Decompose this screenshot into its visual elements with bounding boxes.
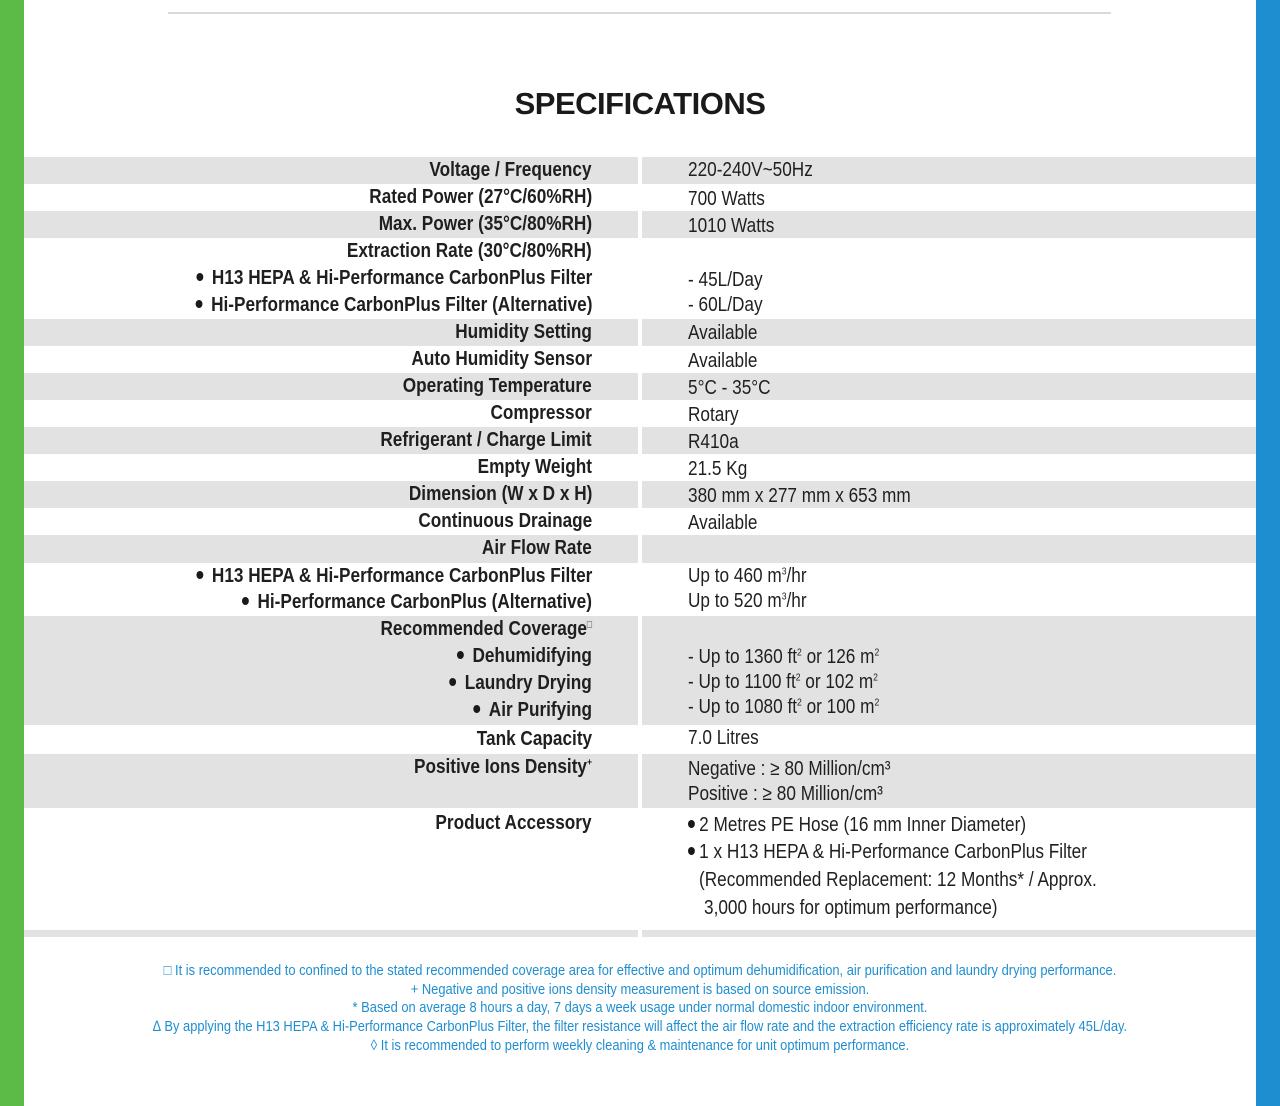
footnote: * Based on average 8 hours a day, 7 days a week usage under normal domestic indoor environment. [352, 999, 928, 1017]
spec-row-auto-humidity [24, 346, 1256, 373]
bullet-icon [242, 597, 249, 605]
spec-label: Extraction Rate (30°C/80%RH) [347, 240, 592, 262]
spec-label: Rated Power (27°C/60%RH) [369, 186, 592, 208]
spec-label: Air Flow Rate [482, 537, 592, 559]
spec-sublabel: Hi-Performance CarbonPlus (Alternative) [242, 589, 592, 616]
spec-label: Product Accessory [435, 812, 592, 834]
spec-label: Empty Weight [477, 456, 592, 478]
spec-sublabel: H13 HEPA & Hi-Performance CarbonPlus Filter [196, 563, 592, 590]
spec-row-compressor [24, 400, 1256, 427]
spec-value: Up to 520 $m^3/hr$ [688, 590, 807, 612]
footnotes [24, 962, 1256, 1056]
spec-row-air-flow-header [24, 535, 1256, 563]
spec-label: Voltage / Frequency [429, 159, 592, 181]
spec-sublabel: Laundry Drying [449, 670, 592, 697]
bullet-icon [688, 847, 695, 855]
spec-value: (Recommended Replacement: 12 Months* / Approx. [699, 869, 1097, 891]
left-accent-bar [0, 0, 24, 1106]
spec-value: 3,000 hours for optimum performance) [704, 897, 998, 919]
spec-value: - 45L/Day [688, 269, 763, 291]
spec-table [24, 157, 1256, 937]
bullet-icon [196, 571, 203, 579]
bullet-icon [195, 300, 202, 308]
spec-value: 700 Watts [688, 188, 765, 210]
spec-value: Rotary [688, 404, 739, 426]
top-divider [168, 12, 1111, 14]
bullet-icon [688, 820, 695, 828]
spec-row-refrigerant [24, 427, 1256, 454]
spec-row-positive-ions [24, 754, 1256, 808]
spec-row-recommended-coverage [24, 616, 1256, 725]
spec-label: Dimension (W x D x H) [408, 483, 592, 505]
spec-value: 21.5 Kg [688, 458, 748, 480]
spec-sublabel: Air Purifying [473, 697, 592, 724]
spec-label: Recommended Coverage□ [380, 618, 592, 640]
footnote: ∆ By applying the H13 HEPA & Hi-Performance CarbonPlus Filter, the filter resistance will affect the air flow rate and the extraction efficiency rate is approximately 45L/day. [152, 1018, 1128, 1036]
spec-value: Negative : ≥ 80 Million/cm³ [688, 758, 891, 780]
spec-row-rated-power [24, 184, 1256, 211]
spec-value: - Up to 1360 $ft^2$ or 126 $m^2$ [688, 646, 880, 668]
spec-value: - 60L/Day [688, 294, 763, 316]
bullet-icon [196, 273, 203, 281]
spec-label: Refrigerant / Charge Limit [380, 429, 592, 451]
spec-row-operating-temperature [24, 373, 1256, 400]
spec-value: Available [688, 350, 758, 372]
spec-label: Positive Ions Density+ [413, 756, 592, 778]
spec-sublabel: Dehumidifying [457, 643, 592, 670]
spec-sublabel: H13 HEPA & Hi-Performance CarbonPlus Filter [196, 265, 592, 292]
spec-value: 5°C - 35°C [688, 377, 771, 399]
spec-row-empty-weight [24, 454, 1256, 481]
spec-row-product-accessory [24, 808, 1256, 930]
spec-row-tank-capacity [24, 725, 1256, 754]
spec-row-extraction-rate [24, 238, 1256, 319]
spec-label: Continuous Drainage [418, 510, 592, 532]
right-accent-bar [1256, 0, 1280, 1106]
bullet-icon [473, 705, 480, 713]
spec-label: Humidity Setting [455, 321, 592, 343]
spec-label: Auto Humidity Sensor [411, 348, 592, 370]
spec-value: 2 Metres PE Hose (16 mm Inner Diameter) [688, 812, 1026, 839]
spec-value: 1010 Watts [688, 215, 775, 237]
spec-row-dimension [24, 481, 1256, 508]
spec-row-air-flow [24, 563, 1256, 616]
spec-row-humidity-setting [24, 319, 1256, 346]
spec-row-continuous-drainage [24, 508, 1256, 535]
spec-value: - Up to 1080 $ft^2$ or 100 $m^2$ [688, 696, 880, 718]
spec-value: 1 x H13 HEPA & Hi-Performance CarbonPlus Filter [688, 839, 1087, 866]
spec-table-footer-band [24, 930, 1256, 937]
spec-value: - Up to 1100 $ft^2$ or 102 $m^2$ [688, 671, 878, 693]
spec-label: Max. Power (35°C/80%RH) [378, 213, 592, 235]
spec-label: Compressor [490, 402, 592, 424]
spec-value: 220-240V~50Hz [688, 159, 813, 181]
footnote: □ It is recommended to confined to the stated recommended coverage area for effective and optimum dehumidification, air purification and laundry drying performance. [163, 962, 1117, 979]
spec-row-voltage [24, 157, 1256, 184]
spec-value: Positive : ≥ 80 Million/cm³ [688, 783, 883, 805]
spec-label: Tank Capacity [476, 728, 592, 750]
spec-value: Available [688, 512, 758, 534]
spec-value: 7.0 Litres [688, 727, 759, 749]
bullet-icon [449, 678, 456, 686]
spec-row-max-power [24, 211, 1256, 238]
spec-value: Available [688, 322, 758, 344]
page-title: SPECIFICATIONS [514, 86, 766, 121]
footnote: + Negative and positive ions density measurement is based on source emission. [410, 980, 870, 998]
footnote: ◊ It is recommended to perform weekly cleaning & maintenance for unit optimum performance. [370, 1036, 910, 1054]
bullet-icon [457, 651, 464, 659]
spec-value: R410a [688, 431, 739, 453]
spec-value: Up to 460 $m^3/hr$ [688, 565, 807, 587]
spec-label: Operating Temperature [403, 375, 592, 397]
spec-sublabel: Hi-Performance CarbonPlus Filter (Alternative) [195, 292, 592, 319]
spec-value: 380 mm x 277 mm x 653 mm [688, 485, 911, 507]
